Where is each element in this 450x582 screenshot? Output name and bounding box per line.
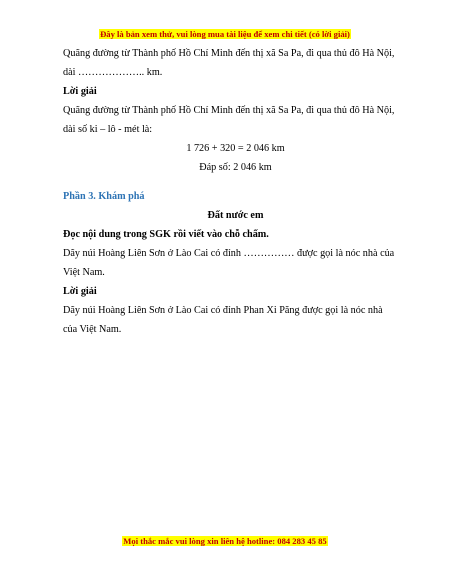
question-text: dài ……………….. km. (63, 67, 163, 78)
document-content (63, 44, 408, 339)
question-text: Việt Nam. (63, 267, 105, 278)
solution-text: Dãy núi Hoàng Liên Sơn ở Lào Cai có đỉnh Phan Xi Păng được gọi là nóc nhà (63, 305, 383, 316)
question-text: Quãng đường từ Thành phố Hồ Chí Minh đến thị xã Sa Pa, đi qua thủ đô Hà Nội, (63, 48, 395, 59)
solution-text: của Việt Nam. (63, 324, 122, 335)
solution-heading: Lời giải (63, 86, 97, 97)
solution-text: dài số ki – lô - mét là: (63, 124, 153, 135)
contact-banner (0, 536, 450, 546)
calculation: 1 726 + 320 = 2 046 km (186, 143, 285, 154)
question-text: Dãy núi Hoàng Liên Sơn ở Lào Cai có đỉnh …………… được gọi là nóc nhà của (63, 248, 395, 259)
solution-text: Quãng đường từ Thành phố Hồ Chí Minh đến thị xã Sa Pa, đi qua thủ đô Hà Nội, (63, 105, 395, 116)
instruction: Đọc nội dung trong SGK rồi viết vào chỗ chấm. (63, 229, 269, 240)
answer: Đáp số: 2 046 km (199, 162, 272, 173)
preview-banner (0, 29, 450, 39)
section-heading: Phần 3. Khám phá (63, 191, 145, 202)
solution-heading: Lời giải (63, 286, 97, 297)
lesson-title: Đất nước em (207, 210, 264, 221)
preview-banner-text: Đây là bản xem thử, vui lòng mua tài liệu để xem chi tiết (có lời giải) (100, 29, 350, 39)
contact-banner-text: Mọi thắc mắc vui lòng xin liên hệ hotline: 084 283 45 85 (123, 536, 327, 546)
